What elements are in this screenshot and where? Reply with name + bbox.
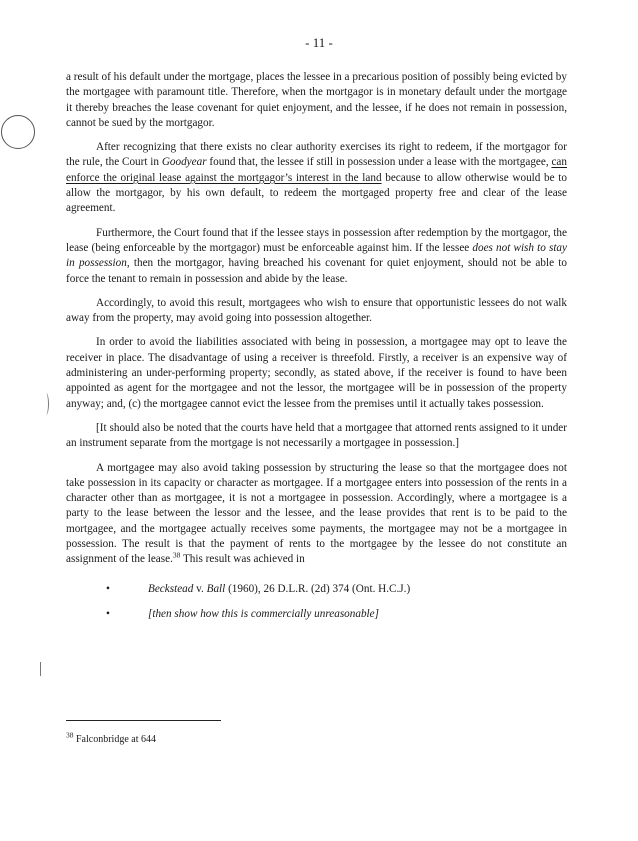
paragraph-text: found that, the lessee if still in possession under a lease with the mortgagee, — [206, 156, 552, 169]
paragraph-text: because to allow otherwise would be to allow the mortgagor, by his own default, to redeem the mortgaged property free and clear of the lease agreement. — [66, 171, 567, 215]
margin-mark — [43, 393, 49, 415]
paragraph — [66, 226, 567, 287]
document-body — [66, 70, 567, 632]
list-item — [66, 607, 567, 622]
paragraph-text: Furthermore, the Court found that if the lessee stays in possession after redemption by the mortgagor, the lease (being enforceable by the mortgagor) must be enforceable against him. If the lessee — [66, 226, 567, 254]
case-name: Beckstead — [148, 582, 194, 595]
paragraph — [66, 461, 567, 568]
page-number: - 11 - — [305, 35, 333, 50]
emphasized-text: does not wish to stay in possession — [66, 241, 567, 270]
paragraph — [66, 140, 567, 216]
bullet-icon: • — [106, 607, 110, 620]
list-item — [66, 582, 567, 597]
paragraph: Accordingly, to avoid this result, mortgagees who wish to ensure that opportunistic lessees do not walk away from the property, may avoid going into possession altogether. — [66, 296, 567, 325]
footnote — [66, 730, 156, 745]
case-citation: (1960), 26 D.L.R. (2d) 374 (Ont. H.C.J.) — [225, 582, 411, 595]
case-separator: v. — [193, 582, 207, 595]
case-name: Goodyear — [161, 156, 207, 169]
paragraph: In order to avoid the liabilities associated with being in possession, a mortgagee may opt to leave the receiver in place. The disadvantage of using a receiver is threefold. Firstly, a receiver is an expensive way of administering an under-performing property; secondly, as stated above, if the receiver is found to have been appointed as agent for the mortgagee and not the lessor, the mortgagee will be in possession of the property anyway; and, (c) the mortgagee cannot evict the lessee from the premises until it actually takes possession. — [66, 336, 567, 410]
hole-punch-mark — [1, 115, 35, 149]
footnote-text: Falconbridge at 644 — [73, 734, 156, 745]
footnote-number: 38 — [66, 730, 74, 740]
footnote-reference: 38 — [172, 550, 181, 560]
footnote-divider — [66, 720, 221, 721]
paragraph: a result of his default under the mortgage, places the lessee in a precarious position of possibly being evicted by the mortgagee with paramount title. Therefore, when the mortgagor is in monetary default under the mortgage it thereby breaches the lease covenant for quiet enjoyment, and the lessee, if he does not remain in possession, cannot be sued by the mortgagor. — [66, 71, 567, 129]
paragraph: [It should also be noted that the courts have held that a mortgagee that attorned rents assigned to it under an instrument separate from the mortgage is not necessarily a mortgagee in possession.] — [66, 421, 567, 450]
case-name: Ball — [206, 582, 226, 595]
case-list — [66, 582, 567, 623]
bullet-icon: • — [106, 582, 110, 595]
list-item-text: [then show how this is commercially unreasonable] — [148, 607, 379, 620]
paragraph-text: A mortgagee may also avoid taking possession by structuring the lease so that the mortgagee does not take possession in its capacity or character as mortgagee. If a mortgagee enters into possession of the rents in a character other than as mortgagee, it is not a mortgagee in possession. Accordingly, where a mortgagee is a party to the lease between the lessor and the lessee, and the lease provides that rent is to be paid to the mortgagee, and the mortgagee actually receives some payments, the mortgagee may not be a mortgagee in possession. The result is that the payment of rents to the mortgagee by the lessee do not constitute an assignment of the lease. — [66, 461, 567, 566]
paragraph-text: This result was achieved in — [180, 553, 305, 566]
paragraph-text: After recognizing that there exists no clear authority exercises its right to redeem, if the mortgagor for the rule, the Court in — [66, 141, 567, 169]
underlined-text: can enforce the original lease against the mortgagor’s interest in the land — [66, 156, 567, 184]
paragraph-text: , then the mortgagor, having breached his covenant for quiet enjoyment, should not be able to force the tenant to remain in possession and abide by the lease. — [66, 257, 567, 285]
margin-mark — [40, 662, 41, 676]
